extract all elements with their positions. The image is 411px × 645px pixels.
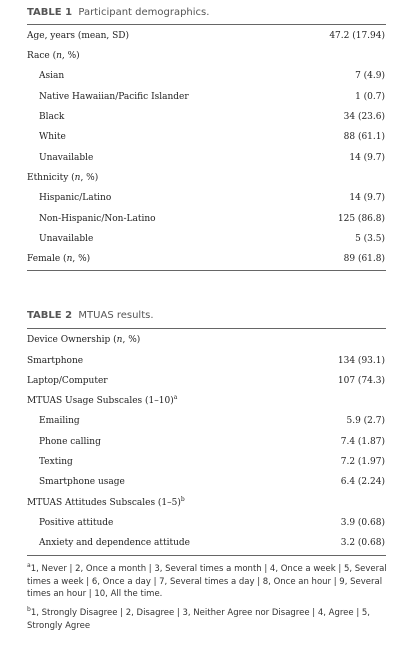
row-value: 125 (86.8) [337,214,385,224]
footnote-text: 1, Never | 2, Once a month | 3, Several times a month | 4, Once a week | 5, Several times a week | 6, Once a day | 7, Several times a day | 8, Once an hour | 9, Several times an hour | 10, All the time. [27,564,387,599]
row-label: Smartphone usage [39,477,125,487]
table1-caption [27,7,209,18]
table2-row [27,394,385,408]
table1-title: Participant demographics. [78,7,210,18]
row-value: 107 (74.3) [337,376,385,386]
row-label: Hispanic/Latino [39,193,112,203]
table2-row [27,496,385,510]
table1-row [27,29,385,43]
row-label: Asian [39,71,65,81]
row-value: 14 (9.7) [349,153,385,163]
table1-row [27,90,385,104]
row-label: MTUAS Usage Subscales $(1-10)^a$ [27,394,178,406]
row-label: White [39,132,66,142]
table1-row [27,171,385,185]
row-label: Smartphone [27,356,84,366]
footnote-text: 1, Strongly Disagree | 2, Disagree | 3, Neither Agree nor Disagree | 4, Agree | 5, Strongly Agree [27,608,371,631]
footnote-mark: a [27,562,31,570]
row-value: 7.2 (1.97) [340,457,385,467]
footnote-mark: b [27,606,31,614]
row-label: Non-Hispanic/Non-Latino [39,214,156,224]
table1-row [27,252,385,266]
row-value: 6.4 (2.24) [340,477,385,487]
row-value: 47.2 (17.94) [329,31,385,41]
row-label: Positive attitude [39,518,114,528]
row-value: 3.2 (0.68) [340,538,385,548]
row-label: Anxiety and dependence attitude [39,538,190,548]
row-label: Phone calling [39,437,101,447]
row-label: Unavailable [39,234,94,244]
table2-row [27,374,385,388]
table1-top-rule [27,24,386,25]
table2-row [27,354,385,368]
table1-row [27,69,385,83]
footnote-mark: a [173,394,178,401]
table2-caption [27,310,154,321]
table2-row [27,455,385,469]
row-value: 7 (4.9) [355,71,385,81]
table1-row [27,130,385,144]
row-value: 88 (61.1) [343,132,385,142]
row-value: 7.4 (1.87) [340,437,385,447]
row-value: 5.9 (2.7) [346,416,385,426]
footnote-b [27,607,387,632]
table2-title: MTUAS results. [78,310,154,321]
row-label: Laptop/Computer [27,376,108,386]
table2-row [27,333,385,347]
table2-row [27,516,385,530]
row-value: 34 (23.6) [343,112,385,122]
table2-label: TABLE 2 [27,310,73,321]
row-value: 5 (3.5) [355,234,385,244]
row-label: MTUAS Attitudes Subscales $(1-5)^b$ [27,496,185,508]
row-label: Texting [39,457,73,467]
table1-bottom-rule [27,270,386,271]
table2-row [27,536,385,550]
row-label: Age, years (mean, SD) [27,31,130,41]
row-label: Unavailable [39,153,94,163]
table1-row [27,110,385,124]
table2-bottom-rule [27,555,386,556]
table2-row [27,435,385,449]
table1-row [27,191,385,205]
row-value: 1 (0.7) [355,92,385,102]
table2-row [27,475,385,489]
footnote-mark: b [180,496,185,503]
table1-row [27,151,385,165]
row-label: Emailing [39,416,80,426]
table1-row [27,49,385,63]
row-label: Female (n, %) [27,254,91,264]
row-label: Black [39,112,65,122]
row-value: 134 (93.1) [337,356,385,366]
row-label: Native Hawaiian/Pacific Islander [39,92,189,102]
table1-label: TABLE 1 [27,7,73,18]
table1-row [27,212,385,226]
footnote-a [27,563,387,601]
row-value: 89 (61.8) [343,254,385,264]
table2-top-rule [27,328,386,329]
table1-row [27,232,385,246]
row-value: 3.9 (0.68) [340,518,385,528]
row-label: Race (n, %) [27,51,80,61]
table2-row [27,414,385,428]
row-value: 14 (9.7) [349,193,385,203]
row-label: Ethnicity (n, %) [27,173,99,183]
row-label: Device Ownership (n, %) [27,335,141,345]
